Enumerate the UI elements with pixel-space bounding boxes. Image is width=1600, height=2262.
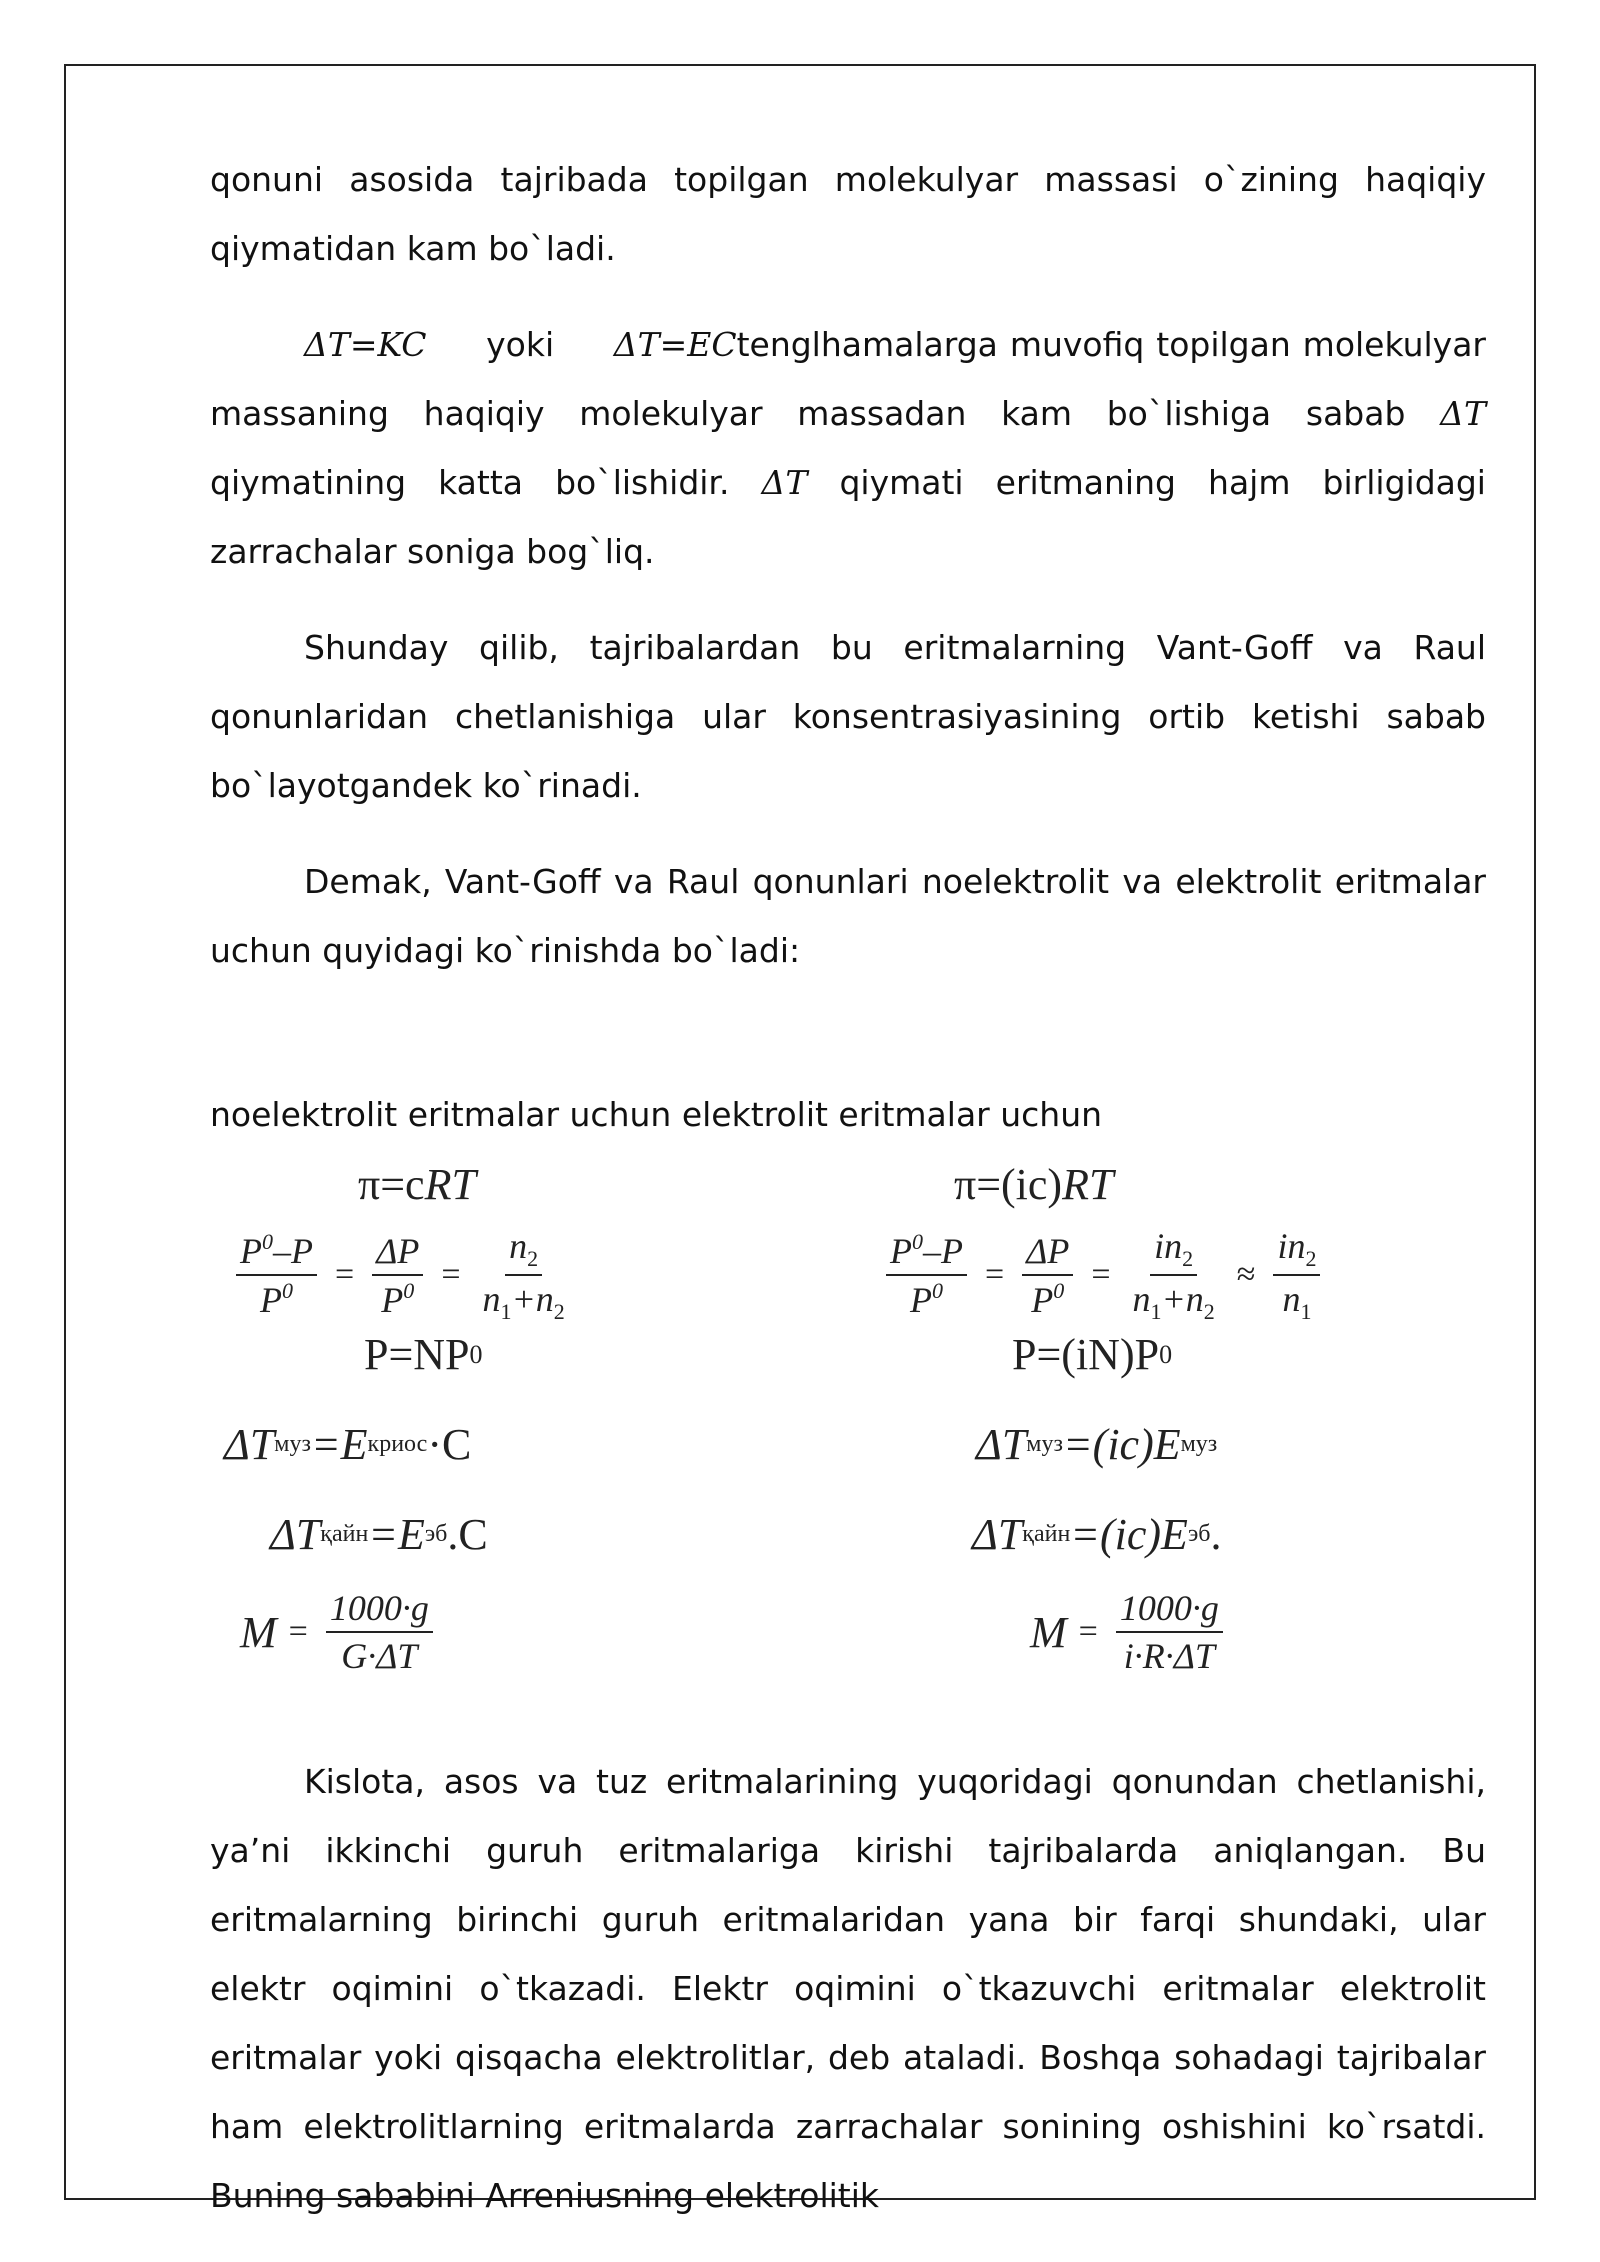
formula-freezing-electrolyte: ΔT муз =(ic)E муз: [976, 1420, 1218, 1469]
formula-block: [210, 1149, 1486, 1739]
fraction: $\frac{\Delta P}{P^0}$: [372, 1230, 423, 1321]
document-body: [210, 145, 1486, 2257]
formula-molar-mass-nonelectrolyte: M = $\frac{1000\cdot g}{G\cdot\Delta T}$: [240, 1587, 439, 1677]
formula-raoult-electrolyte: $\frac{P^0-P}{P^0}$ = $\frac{\Delta P}{P^0}$ = $\frac{in_2}{n_1+n_2}$ ≈ $\frac{in_2}{n_1}$: [880, 1225, 1326, 1325]
fraction: $\frac{1000\cdot g}{i\cdot R\cdot\Delta T}$: [1116, 1587, 1223, 1677]
fraction: $\frac{P^0-P}{P^0}$: [236, 1229, 317, 1321]
equation-dt-kc: ΔT=KC: [304, 325, 427, 364]
text-segment: tenglhamalarga muvofiq topilgan molekulyar massaning haqiqiy molekulyar massadan kam bo`lishiga sabab: [210, 325, 1486, 433]
text-segment: qiymati eritmaning hajm birligidagi zarrachalar soniga bog`liq.: [210, 463, 1486, 571]
paragraph-4: Demak, Vant-Goff va Raul qonunlari noelektrolit va elektrolit eritmalar uchun quyidagi ko`rinishda bo`ladi:: [210, 862, 1486, 970]
formula-osmotic-electrolyte: π=(ic) RT: [954, 1160, 1114, 1209]
blank-space: [210, 985, 1486, 1080]
column-labels: noelektrolit eritmalar uchun elektrolit eritmalar uchun: [210, 1095, 1103, 1134]
formula-vapor-pressure-electrolyte: P=(iN)P 0: [1012, 1330, 1173, 1379]
formula-boiling-nonelectrolyte: ΔT қайн =E эб .C: [270, 1510, 488, 1559]
formula-freezing-nonelectrolyte: ΔT муз =E криос ·C: [224, 1420, 472, 1469]
paragraph-5: Kislota, asos va tuz eritmalarining yuqoridagi qonundan chetlanishi, ya’ni ikkinchi guruh eritmalariga kirishi tajribalarda aniqlangan. Bu eritmalarning birinchi guruh eritmalaridan yana bir farqi shundaki, ular elektr oqimini o`tkazadi. Elektr oqimini o`tkazuvchi eritmalar elektrolit eritmalar yoki qisqacha elektrolitlar, deb ataladi. Boshqa sohadagi tajribalar ham elektrolitlarning eritmalarda zarrachalar sonining oshishini ko`rsatdi. Buning sababini Arreniusning elektrolitik: [210, 1762, 1486, 2215]
paragraph-2: [210, 310, 1486, 586]
symbol-delta-t: ΔT: [761, 463, 808, 502]
fraction: $\frac{n_2}{n_1+n_2}$: [482, 1226, 565, 1324]
formula-molar-mass-electrolyte: M = $\frac{1000\cdot g}{i\cdot R\cdot\Delta T}$: [1030, 1587, 1229, 1677]
fraction: $\frac{in_2}{n_1+n_2}$: [1132, 1226, 1215, 1324]
paragraph-1: qonuni asosida tajribada topilgan molekulyar massasi o`zining haqiqiy qiymatidan kam bo`ladi.: [210, 160, 1486, 268]
formula-boiling-electrolyte: ΔT қайн =(ic)E эб .: [972, 1510, 1222, 1559]
formula-osmotic-nonelectrolyte: π=c RT: [358, 1160, 476, 1209]
fraction: $\frac{P^0-P}{P^0}$: [886, 1229, 967, 1321]
formula-vapor-pressure-nonelectrolyte: P=NP 0: [364, 1330, 483, 1379]
formula-raoult-nonelectrolyte: $\frac{P^0-P}{P^0}$ = $\frac{\Delta P}{P^0}$ = $\frac{n_2}{n_1+n_2}$: [230, 1225, 575, 1325]
paragraph-3: Shunday qilib, tajribalardan bu eritmalarning Vant-Goff va Raul qonunlaridan chetlanishiga ular konsentrasiyasining ortib ketishi sabab bo`layotgandek ko`rinadi.: [210, 628, 1486, 805]
fraction: $\frac{\Delta P}{P^0}$: [1022, 1230, 1073, 1321]
text-yoki: yoki: [486, 325, 555, 364]
fraction: $\frac{in_2}{n_1}$: [1273, 1225, 1320, 1325]
text-segment: qiymatining katta bo`lishidir.: [210, 463, 730, 502]
symbol-delta-t: ΔT: [1440, 394, 1486, 433]
equation-dt-ec: ΔT=EC: [613, 325, 737, 364]
fraction: $\frac{1000\cdot g}{G\cdot\Delta T}$: [326, 1587, 433, 1677]
